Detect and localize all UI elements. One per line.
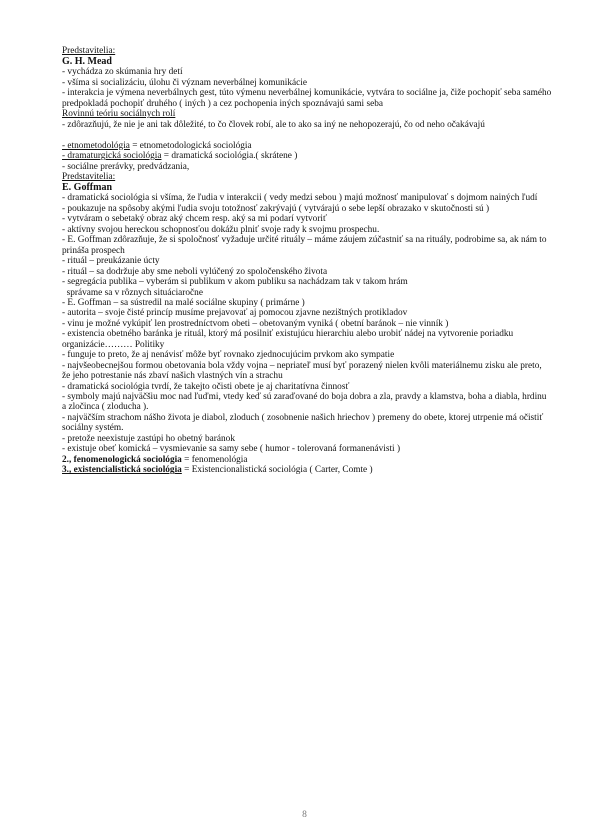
page-number: 8 xyxy=(302,810,307,820)
text-line: - vinu je možné vykúpiť len prostredníctvom obeti – obetovaným vyniká ( obetní baránok – nie vinník ) xyxy=(62,318,449,329)
definition-line xyxy=(62,455,552,465)
text-paragraph: - poukazuje na spôsoby akými ľudia svoju totožnosť zakrývajú ( vytvárajú o sebe lepší obrazako v skutočnosti sú ) xyxy=(62,203,490,214)
document-page xyxy=(62,46,552,476)
text-line: - všíma si socializáciu, úlohu či význam neverbálnej komunikácie xyxy=(62,77,307,88)
text-paragraph: - dramatická sociológia si všíma, že ľudia v interakcii ( vedy medzi sebou ) majú možnosť manipulovať s dojmom nainých ľudí xyxy=(62,193,538,204)
text-paragraph: - interakcia je výmena neverbálnych gest, túto výmenu neverbálnej komunikácie, vytvára to sociálne ja, čiže pochopiť seba samého predpokladá pochopiť druhého ( iných ) a cez pochopenia iných spoznávajú sami seba xyxy=(62,88,552,109)
text-line: - vychádza zo skúmania hry detí xyxy=(62,67,183,78)
term-dramaturgicka: - dramaturgická sociológia xyxy=(62,151,162,162)
text-line: - vytváram o sebetaký obraz aký chcem resp. aký sa mi podarí vytvoriť xyxy=(62,214,327,225)
definition-line xyxy=(62,465,552,475)
text-line: - funguje to preto, že aj nenávisť môže byť rovnako zjednocujúcim prvkom ako sympatie xyxy=(62,350,395,361)
definition-text: = dramatická sociológia.( skrátene ) xyxy=(161,151,298,162)
text-paragraph: - symboly majú najväčšiu moc nad ľuďmi, vtedy keď sú zaraďované do boja dobra a zla, pravdy a klamstva, boha a diabla, hrdinu a zločinca ( zloducha ). xyxy=(62,392,547,413)
text-line: správame sa v rôznych situáciaročne xyxy=(62,287,203,298)
bullet-line: - sociálne prerávky, predvádzania, xyxy=(62,161,190,172)
spacer xyxy=(62,130,552,140)
text-paragraph: - najvšeobecnejšou formou obetovania bola vždy vojna – nepriateľ musí byť porazený nielen kvôli materiálnemu zisku ale preto, že jeho potrestanie nás zbaví našich vlastných vín a strachu xyxy=(62,360,542,382)
definition-text: = fenomenológia xyxy=(181,454,248,465)
text-paragraph: - E. Goffman zdôrazňuje, že si spoločnosť vyžaduje určité rituály – máme záujem zúčastniť sa na rituály, podrobime sa, ak nám to prináša prospech xyxy=(62,235,547,256)
definition-text: = etnometodologická sociológia xyxy=(129,140,252,151)
text-line: - segregácia publika – vyberám si publikum v akom publiku sa nachádzam tak v takom hrám xyxy=(62,277,408,288)
text-line: - existuje obeť komická – vysmievanie sa samy sebe ( humor - tolerovaná formanenávisti ) xyxy=(62,444,401,455)
text-line: - aktívny svojou hereckou schopnosťou dokážu plniť svoje rady k svojmu prospechu. xyxy=(62,224,380,235)
term-existencialisticka: 3., existencialistická sociológia xyxy=(62,465,182,476)
definition-line xyxy=(62,151,552,161)
representatives-heading: Predstavitelia: xyxy=(62,171,116,182)
theory-heading: Rovinnú teóriu sociálnych rolí xyxy=(62,109,176,120)
text-line: - rituál – sa dodržuje aby sme neboli vylúčený zo spoločenského života xyxy=(62,266,328,277)
text-line: - pretože neexistuje zastúpi ho obetný baránok xyxy=(62,433,235,444)
text-line: - rituál – preukázanie úcty xyxy=(62,256,160,267)
definition-text: = Existencionalistická sociológia ( Carter, Comte ) xyxy=(181,465,373,476)
text-paragraph: - najväčším strachom nášho života je diabol, zloduch ( zosobnenie našich hriechov ) premeny do obete, ktorej utrpenie má očistiť sociálny systém. xyxy=(62,412,544,434)
text-paragraph: - existencia obetného baránka je rituál, ktorý má posilniť existujúcu hierarchiu alebo urobiť nádej na vytvorenie poriadku organizácie……… Politiky xyxy=(62,329,514,350)
author-name-mead: G. H. Mead xyxy=(62,56,112,68)
author-name-goffman: E. Goffman xyxy=(62,182,112,194)
text-line: - E. Goffman – sa sústredil na malé sociálne skupiny ( primárne ) xyxy=(62,297,305,308)
text-paragraph: - zdôrazňujú, že nie je ani tak dôležité, to čo človek robí, ale to ako sa iný ne nehopozerajú, čo od neho očakávajú xyxy=(62,119,485,130)
term-fenomenologicka: 2., fenomenologická sociológia xyxy=(62,454,182,465)
definition-line xyxy=(62,141,552,151)
text-line: - autorita – svoje čisté princíp musíme prejavovať aj pomocou zjavne nezištných protikladov xyxy=(62,308,408,319)
representatives-heading: Predstavitelia: xyxy=(62,46,116,56)
term-etnometodologia: - etnometodológia xyxy=(62,140,130,151)
text-line: - dramatická sociológia tvrdí, že takejto očisti obete je aj charitatívna činnosť xyxy=(62,381,350,392)
